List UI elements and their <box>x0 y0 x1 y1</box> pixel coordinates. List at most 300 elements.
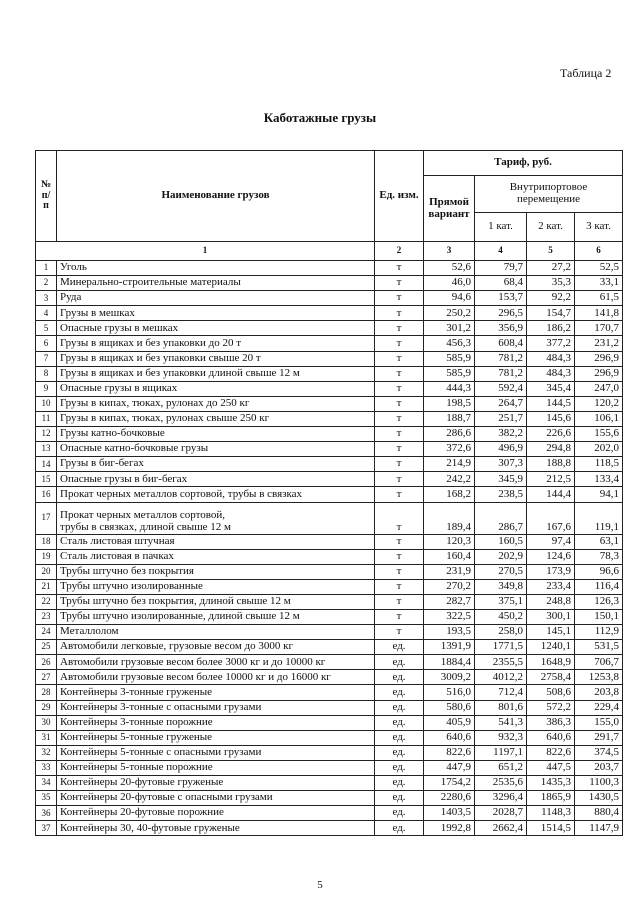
cat3-value: 291,7 <box>575 730 623 745</box>
cargo-name-text: Автомобили грузовые весом более 10000 кг и до 16000 кг <box>60 670 331 683</box>
unit-cell: т <box>375 381 424 396</box>
table-row <box>36 427 623 442</box>
direct-value: 214,9 <box>424 457 475 472</box>
table-row <box>36 472 623 487</box>
direct-value: 286,6 <box>424 427 475 442</box>
cat3-value: 706,7 <box>575 655 623 670</box>
table-row <box>36 306 623 321</box>
unit-cell: т <box>375 442 424 457</box>
index-cell: 5 <box>527 242 575 261</box>
cat3-value: 118,5 <box>575 457 623 472</box>
unit-cell: т <box>375 396 424 411</box>
cargo-name-text: Грузы в мешках <box>60 306 135 319</box>
direct-value: 322,5 <box>424 609 475 624</box>
cargo-name <box>57 670 375 685</box>
row-number: 23 <box>36 609 57 624</box>
cargo-name <box>57 579 375 594</box>
direct-value: 585,9 <box>424 366 475 381</box>
unit-cell: т <box>375 276 424 291</box>
cat2-value: 822,6 <box>527 745 575 760</box>
table-row <box>36 351 623 366</box>
cargo-name-text: Металлолом <box>60 625 119 638</box>
cat1-value: 1771,5 <box>475 640 527 655</box>
unit-cell: т <box>375 502 424 534</box>
cat1-value: 2355,5 <box>475 655 527 670</box>
unit-cell: т <box>375 472 424 487</box>
cat2-value: 447,5 <box>527 760 575 775</box>
direct-value: 822,6 <box>424 745 475 760</box>
cat2-value: 1514,5 <box>527 821 575 836</box>
row-number: 20 <box>36 564 57 579</box>
cargo-name-text: Опасные катно-бочковые грузы <box>60 442 209 455</box>
cargo-name-text: Руда <box>60 291 82 304</box>
cargo-name <box>57 261 375 276</box>
unit-cell: т <box>375 487 424 502</box>
cat3-value: 63,1 <box>575 534 623 549</box>
cat2-value: 144,5 <box>527 396 575 411</box>
cargo-name-text: Опасные грузы в мешках <box>60 321 179 334</box>
table-row <box>36 487 623 502</box>
cat1-value: 264,7 <box>475 396 527 411</box>
unit-cell: т <box>375 336 424 351</box>
direct-value: 301,2 <box>424 321 475 336</box>
cargo-name <box>57 685 375 700</box>
unit-cell: т <box>375 609 424 624</box>
cat3-value: 296,9 <box>575 366 623 381</box>
cat1-value: 2662,4 <box>475 821 527 836</box>
cat3-value: 880,4 <box>575 806 623 821</box>
unit-cell: т <box>375 457 424 472</box>
cargo-name-text: Контейнеры 20-футовые с опасными грузами <box>60 791 273 804</box>
cargo-name-text: Контейнеры 5-тонные с опасными грузами <box>60 746 262 759</box>
cargo-name <box>57 594 375 609</box>
cat3-value: 78,3 <box>575 549 623 564</box>
cargo-name-text: Грузы в кипах, тюках, рулонах до 250 кг <box>60 397 250 410</box>
table-row <box>36 760 623 775</box>
cat1-value: 592,4 <box>475 381 527 396</box>
cat2-value: 186,2 <box>527 321 575 336</box>
cargo-name-text: Контейнеры 3-тонные груженые <box>60 685 213 698</box>
cat3-value: 33,1 <box>575 276 623 291</box>
cargo-name <box>57 625 375 640</box>
cargo-name <box>57 609 375 624</box>
cargo-name-text: Опасные грузы в биг-бегах <box>60 472 188 485</box>
cargo-name <box>57 457 375 472</box>
table-body <box>36 261 623 836</box>
unit-cell: ед. <box>375 715 424 730</box>
direct-value: 1403,5 <box>424 806 475 821</box>
cat2-value: 144,4 <box>527 487 575 502</box>
cat1-value: 651,2 <box>475 760 527 775</box>
page-title: Каботажные грузы <box>263 110 377 125</box>
cargo-name <box>57 700 375 715</box>
direct-value: 250,2 <box>424 306 475 321</box>
table-row <box>36 442 623 457</box>
unit-cell: ед. <box>375 776 424 791</box>
cat1-value: 541,3 <box>475 715 527 730</box>
cat1-value: 712,4 <box>475 685 527 700</box>
cargo-name-text: Грузы в ящиках и без упаковки до 20 т <box>60 336 242 349</box>
cargo-name <box>57 427 375 442</box>
cat3-value: 116,4 <box>575 579 623 594</box>
cat2-value: 167,6 <box>527 502 575 534</box>
direct-value: 188,7 <box>424 411 475 426</box>
index-cell: 6 <box>575 242 623 261</box>
direct-value: 282,7 <box>424 594 475 609</box>
cat3-value: 155,6 <box>575 427 623 442</box>
cargo-name <box>57 472 375 487</box>
cargo-name-text: Грузы в биг-бегах <box>60 457 144 470</box>
table-row <box>36 261 623 276</box>
cat3-value: 52,5 <box>575 261 623 276</box>
cargo-name <box>57 655 375 670</box>
row-number: 37 <box>36 821 57 836</box>
cargo-name-text: Контейнеры 5-тонные груженые <box>60 730 213 743</box>
cat1-value: 160,5 <box>475 534 527 549</box>
cargo-name <box>57 745 375 760</box>
cargo-name-text: Грузы в ящиках и без упаковки свыше 20 т <box>60 351 261 364</box>
row-number: 36 <box>36 806 57 821</box>
col-header-cat3: 3 кат. <box>575 213 623 242</box>
unit-cell: т <box>375 625 424 640</box>
table-row <box>36 381 623 396</box>
cat2-value: 1148,3 <box>527 806 575 821</box>
row-number: 8 <box>36 366 57 381</box>
table-row <box>36 609 623 624</box>
cat1-value: 153,7 <box>475 291 527 306</box>
cat2-value: 294,8 <box>527 442 575 457</box>
cat3-value: 203,7 <box>575 760 623 775</box>
cat2-value: 92,2 <box>527 291 575 306</box>
direct-value: 120,3 <box>424 534 475 549</box>
table-row <box>36 594 623 609</box>
cat3-value: 203,8 <box>575 685 623 700</box>
cargo-name-text: Сталь листовая в пачках <box>60 549 174 562</box>
cat2-value: 2758,4 <box>527 670 575 685</box>
cat1-value: 608,4 <box>475 336 527 351</box>
table-row <box>36 730 623 745</box>
cat2-value: 173,9 <box>527 564 575 579</box>
table-row <box>36 502 623 534</box>
table-row <box>36 776 623 791</box>
cat1-value: 4012,2 <box>475 670 527 685</box>
col-header-name: Наименование грузов <box>57 151 375 242</box>
direct-value: 516,0 <box>424 685 475 700</box>
cat1-value: 307,3 <box>475 457 527 472</box>
direct-value: 1992,8 <box>424 821 475 836</box>
cat3-value: 120,2 <box>575 396 623 411</box>
row-number: 1 <box>36 261 57 276</box>
table-row <box>36 715 623 730</box>
cat1-value: 349,8 <box>475 579 527 594</box>
cargo-name-text: Контейнеры 30, 40-футовые груженые <box>60 821 240 834</box>
direct-value: 3009,2 <box>424 670 475 685</box>
table-row <box>36 791 623 806</box>
row-number: 29 <box>36 700 57 715</box>
cargo-name <box>57 276 375 291</box>
unit-cell: т <box>375 534 424 549</box>
direct-value: 1884,4 <box>424 655 475 670</box>
unit-cell: т <box>375 261 424 276</box>
cat1-value: 68,4 <box>475 276 527 291</box>
unit-cell: т <box>375 564 424 579</box>
cat2-value: 1648,9 <box>527 655 575 670</box>
tariff-table <box>35 150 623 836</box>
cat2-value: 97,4 <box>527 534 575 549</box>
cat1-value: 251,7 <box>475 411 527 426</box>
row-number: 26 <box>36 655 57 670</box>
cargo-name <box>57 715 375 730</box>
cat3-value: 96,6 <box>575 564 623 579</box>
cat2-value: 377,2 <box>527 336 575 351</box>
table-row <box>36 396 623 411</box>
cargo-name <box>57 336 375 351</box>
row-number: 9 <box>36 381 57 396</box>
unit-cell: т <box>375 306 424 321</box>
col-header-direct: Прямой вариант <box>424 176 475 242</box>
cat2-value: 212,5 <box>527 472 575 487</box>
cat1-value: 270,5 <box>475 564 527 579</box>
unit-cell: ед. <box>375 640 424 655</box>
direct-value: 447,9 <box>424 760 475 775</box>
unit-cell: т <box>375 321 424 336</box>
cargo-name <box>57 321 375 336</box>
cat1-value: 202,9 <box>475 549 527 564</box>
unit-cell: ед. <box>375 670 424 685</box>
cargo-name-text: Прокат черных металлов сортовой, <box>60 509 226 522</box>
direct-value: 2280,6 <box>424 791 475 806</box>
unit-cell: ед. <box>375 700 424 715</box>
row-number: 30 <box>36 715 57 730</box>
unit-cell: т <box>375 594 424 609</box>
cargo-name <box>57 549 375 564</box>
direct-value: 456,3 <box>424 336 475 351</box>
col-header-intraport: Внутрипортовое перемещение <box>475 176 623 213</box>
table-row <box>36 625 623 640</box>
direct-value: 46,0 <box>424 276 475 291</box>
row-number: 24 <box>36 625 57 640</box>
cat3-value: 247,0 <box>575 381 623 396</box>
table-row <box>36 640 623 655</box>
unit-cell: т <box>375 427 424 442</box>
table-row <box>36 564 623 579</box>
cat3-value: 374,5 <box>575 745 623 760</box>
row-number: 3 <box>36 291 57 306</box>
row-number: 10 <box>36 396 57 411</box>
col-header-num: № п/п <box>36 151 57 242</box>
direct-value: 444,3 <box>424 381 475 396</box>
cat2-value: 233,4 <box>527 579 575 594</box>
unit-cell: ед. <box>375 760 424 775</box>
cargo-name <box>57 821 375 836</box>
row-number: 7 <box>36 351 57 366</box>
cat1-value: 496,9 <box>475 442 527 457</box>
unit-cell: ед. <box>375 685 424 700</box>
cargo-name <box>57 411 375 426</box>
table-row <box>36 276 623 291</box>
cat1-value: 345,9 <box>475 472 527 487</box>
unit-cell: т <box>375 366 424 381</box>
index-cell: 3 <box>424 242 475 261</box>
unit-cell: т <box>375 351 424 366</box>
table-row <box>36 457 623 472</box>
cargo-name-text: Минерально-строительные материалы <box>60 276 241 289</box>
table-row <box>36 700 623 715</box>
cat1-value: 286,7 <box>475 502 527 534</box>
cat3-value: 1100,3 <box>575 776 623 791</box>
cat2-value: 1435,3 <box>527 776 575 791</box>
cargo-name <box>57 442 375 457</box>
unit-cell: ед. <box>375 745 424 760</box>
cargo-name <box>57 776 375 791</box>
cat1-value: 258,0 <box>475 625 527 640</box>
row-number: 12 <box>36 427 57 442</box>
cargo-name <box>57 306 375 321</box>
row-number: 4 <box>36 306 57 321</box>
direct-value: 372,6 <box>424 442 475 457</box>
direct-value: 270,2 <box>424 579 475 594</box>
cargo-name <box>57 534 375 549</box>
direct-value: 640,6 <box>424 730 475 745</box>
cargo-name-text: Трубы штучно без покрытия, длиной свыше 12 м <box>60 595 291 608</box>
cargo-name-text: Уголь <box>60 261 87 274</box>
cat2-value: 154,7 <box>527 306 575 321</box>
table-row <box>36 336 623 351</box>
unit-cell: ед. <box>375 655 424 670</box>
cat2-value: 226,6 <box>527 427 575 442</box>
row-number: 31 <box>36 730 57 745</box>
cat3-value: 126,3 <box>575 594 623 609</box>
cat3-value: 231,2 <box>575 336 623 351</box>
unit-cell: т <box>375 411 424 426</box>
cargo-name-text: Грузы катно-бочковые <box>60 427 165 440</box>
col-header-unit: Ед. изм. <box>375 151 424 242</box>
col-header-cat1: 1 кат. <box>475 213 527 242</box>
index-cell: 4 <box>475 242 527 261</box>
cargo-name <box>57 291 375 306</box>
page-number: 5 <box>317 879 323 891</box>
table-row <box>36 745 623 760</box>
cat2-value: 484,3 <box>527 366 575 381</box>
cargo-name <box>57 640 375 655</box>
cat2-value: 248,8 <box>527 594 575 609</box>
cat2-value: 1865,9 <box>527 791 575 806</box>
cat3-value: 1147,9 <box>575 821 623 836</box>
row-number: 18 <box>36 534 57 549</box>
cargo-name <box>57 730 375 745</box>
table-row <box>36 821 623 836</box>
table-row <box>36 321 623 336</box>
cargo-name-text: Трубы штучно изолированные <box>60 580 203 593</box>
cat3-value: 531,5 <box>575 640 623 655</box>
row-number: 19 <box>36 549 57 564</box>
cargo-name-text-line2: трубы в связках, длиной свыше 12 м <box>60 520 232 533</box>
direct-value: 580,6 <box>424 700 475 715</box>
table-row <box>36 685 623 700</box>
unit-cell: ед. <box>375 791 424 806</box>
cat1-value: 79,7 <box>475 261 527 276</box>
direct-value: 160,4 <box>424 549 475 564</box>
cargo-name-text: Контейнеры 3-тонные порожние <box>60 715 213 728</box>
row-number: 6 <box>36 336 57 351</box>
direct-value: 94,6 <box>424 291 475 306</box>
unit-cell: ед. <box>375 821 424 836</box>
table-row <box>36 291 623 306</box>
cat3-value: 1430,5 <box>575 791 623 806</box>
cargo-name-text: Трубы штучно изолированные, длиной свыше 12 м <box>60 610 300 623</box>
direct-value: 585,9 <box>424 351 475 366</box>
cat3-value: 296,9 <box>575 351 623 366</box>
index-cell: 2 <box>375 242 424 261</box>
cargo-name <box>57 791 375 806</box>
row-number: 33 <box>36 760 57 775</box>
cat1-value: 3296,4 <box>475 791 527 806</box>
table-row <box>36 655 623 670</box>
row-number: 32 <box>36 745 57 760</box>
cargo-name <box>57 396 375 411</box>
row-number: 2 <box>36 276 57 291</box>
cargo-name <box>57 502 375 534</box>
cargo-name-text: Контейнеры 20-футовые груженые <box>60 776 224 789</box>
table-label: Таблица 2 <box>560 66 612 80</box>
cat3-value: 106,1 <box>575 411 623 426</box>
cargo-name-text: Грузы в ящиках и без упаковки длиной свыше 12 м <box>60 366 300 379</box>
cat2-value: 1240,1 <box>527 640 575 655</box>
row-number: 27 <box>36 670 57 685</box>
direct-value: 1754,2 <box>424 776 475 791</box>
cargo-name-text: Автомобили грузовые весом более 3000 кг и до 10000 кг <box>60 655 326 668</box>
cat1-value: 801,6 <box>475 700 527 715</box>
row-number: 35 <box>36 791 57 806</box>
table-row <box>36 411 623 426</box>
row-number: 28 <box>36 685 57 700</box>
cat1-value: 781,2 <box>475 351 527 366</box>
row-number: 5 <box>36 321 57 336</box>
cargo-name <box>57 806 375 821</box>
cat2-value: 572,2 <box>527 700 575 715</box>
cargo-name-text: Контейнеры 3-тонные с опасными грузами <box>60 700 262 713</box>
table-row <box>36 670 623 685</box>
cat3-value: 170,7 <box>575 321 623 336</box>
cargo-name <box>57 381 375 396</box>
row-number: 22 <box>36 594 57 609</box>
cat2-value: 484,3 <box>527 351 575 366</box>
cat1-value: 296,5 <box>475 306 527 321</box>
cat1-value: 356,9 <box>475 321 527 336</box>
cat3-value: 112,9 <box>575 625 623 640</box>
row-number: 34 <box>36 776 57 791</box>
cargo-name-text: Опасные грузы в ящиках <box>60 382 178 395</box>
cat2-value: 508,6 <box>527 685 575 700</box>
cargo-name-text: Прокат черных металлов сортовой, трубы в связках <box>60 487 303 500</box>
cat1-value: 781,2 <box>475 366 527 381</box>
cat2-value: 188,8 <box>527 457 575 472</box>
index-cell: 1 <box>36 242 375 261</box>
cat2-value: 145,1 <box>527 625 575 640</box>
table-row <box>36 549 623 564</box>
cat2-value: 640,6 <box>527 730 575 745</box>
cat1-value: 382,2 <box>475 427 527 442</box>
direct-value: 405,9 <box>424 715 475 730</box>
direct-value: 198,5 <box>424 396 475 411</box>
cargo-name <box>57 487 375 502</box>
cat2-value: 124,6 <box>527 549 575 564</box>
table-row <box>36 806 623 821</box>
table-row <box>36 534 623 549</box>
row-number: 15 <box>36 472 57 487</box>
cat1-value: 2535,6 <box>475 776 527 791</box>
row-number: 14 <box>36 457 57 472</box>
